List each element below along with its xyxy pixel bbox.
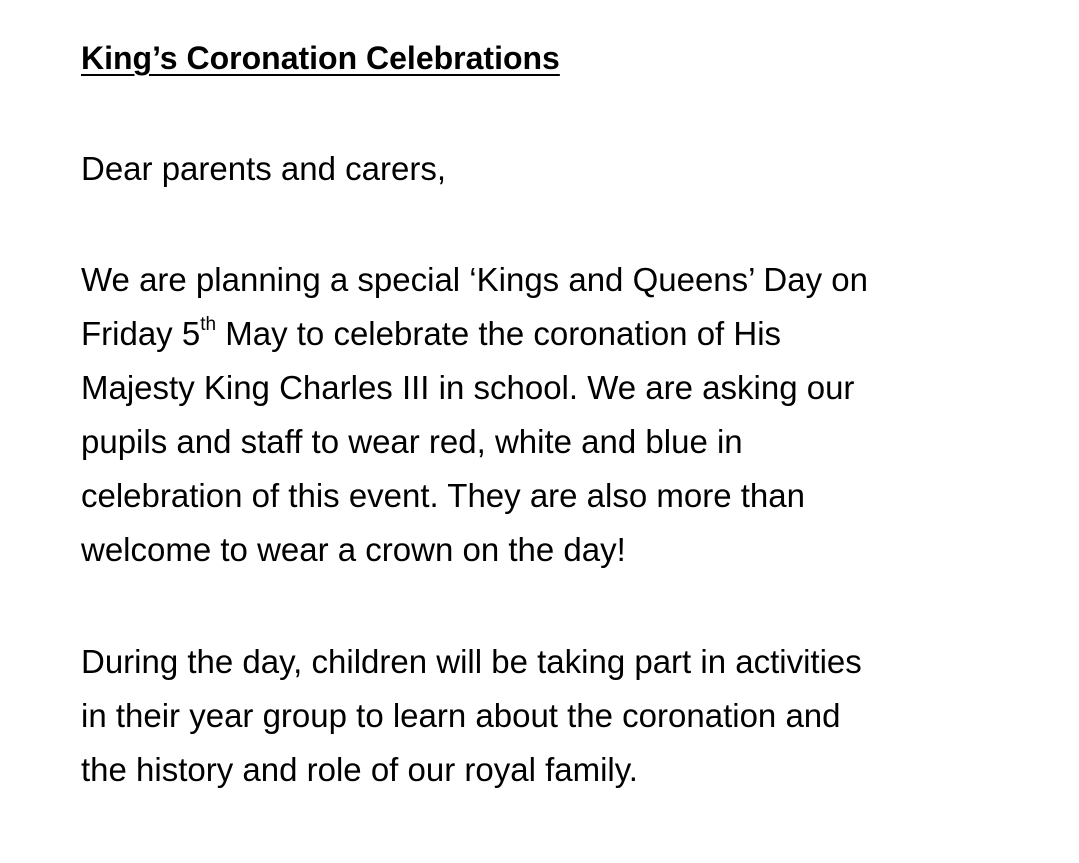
paragraph-line: celebration of this event. They are also more than: [81, 477, 805, 514]
paragraph-line: pupils and staff to wear red, white and blue in: [81, 423, 743, 460]
paragraph-line: [81, 307, 868, 361]
ordinal-suffix: th: [200, 314, 217, 335]
paragraph-line: the history and role of our royal family.: [81, 751, 638, 788]
date-text: Friday 5: [81, 315, 201, 352]
document-title: King’s Coronation Celebrations: [81, 40, 560, 76]
paragraph-line-rest: May to celebrate the coronation of His: [216, 315, 782, 352]
paragraph-line: Majesty King Charles III in school. We are asking our: [81, 369, 855, 406]
paragraph-line: welcome to wear a crown on the day!: [81, 531, 626, 568]
paragraph-announcement: [81, 253, 868, 577]
paragraph-line: During the day, children will be taking part in activities: [81, 643, 862, 680]
paragraph-activities: [81, 635, 862, 797]
paragraph-line: in their year group to learn about the coronation and: [81, 697, 841, 734]
salutation: Dear parents and carers,: [81, 150, 447, 187]
paragraph-line: We are planning a special ‘Kings and Queens’ Day on: [81, 261, 868, 298]
